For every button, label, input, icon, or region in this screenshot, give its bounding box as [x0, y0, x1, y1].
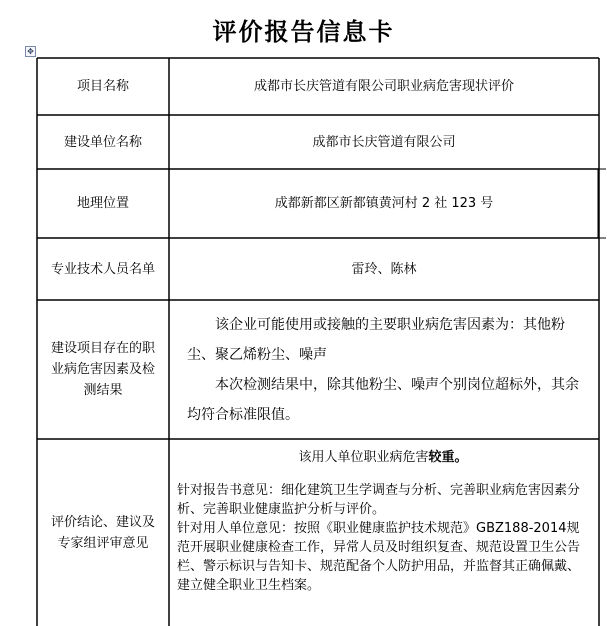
label-project-name: 项目名称 — [76, 79, 129, 94]
conclusion-text — [177, 448, 589, 467]
unit-opinion-text: 针对用人单位意见：按照《职业健康监护技术规范》GBZ188-2014规范开展职业健康检查工作，异常人员及时组织复查、规范设置卫生公告栏、警示标识与告知卡、规范配备个人防护用品，并监督其正确佩戴、建立健全职业卫生档案。 — [177, 521, 581, 593]
conclusion-emphasis: 较重。 — [428, 450, 468, 465]
value-staff: 雷玲、陈林 — [351, 261, 417, 277]
label-unit-name: 建设单位名称 — [63, 134, 142, 150]
value-hazards — [169, 300, 599, 439]
label-hazards: 建设项目存在的职业病危害因素及检测结果 — [50, 341, 155, 398]
report-opinion-text: 针对报告书意见：细化建筑卫生学调查与分析、完善职业病危害因素分析、完善职业健康监护分析与评价。 — [177, 483, 581, 517]
label-staff: 专业技术人员名单 — [50, 261, 155, 277]
label-conclusion: 评价结论、建议及专家组评审意见 — [50, 514, 155, 551]
detection-result-text: 本次检测结果中，除其他粉尘、噪声个别岗位超标外，其余均符合标准限值。 — [187, 376, 579, 423]
value-unit-name: 成都市长庆管道有限公司 — [312, 134, 456, 150]
value-project-name: 成都市长庆管道有限公司职业病危害现状评价 — [253, 79, 514, 94]
page-title: 评价报告信息卡 — [212, 18, 395, 46]
table-move-handle-icon[interactable]: ✥ — [25, 46, 36, 57]
conclusion-prefix: 该用人单位职业病危害 — [298, 450, 429, 465]
label-location: 地理位置 — [76, 196, 129, 211]
value-location: 成都新都区新都镇黄河村 2 社 123 号 — [274, 196, 494, 211]
hazard-factors-text: 该企业可能使用或接触的主要职业病危害因素为：其他粉尘、聚乙烯粉尘、噪声 — [187, 316, 565, 363]
value-conclusion — [169, 448, 599, 618]
